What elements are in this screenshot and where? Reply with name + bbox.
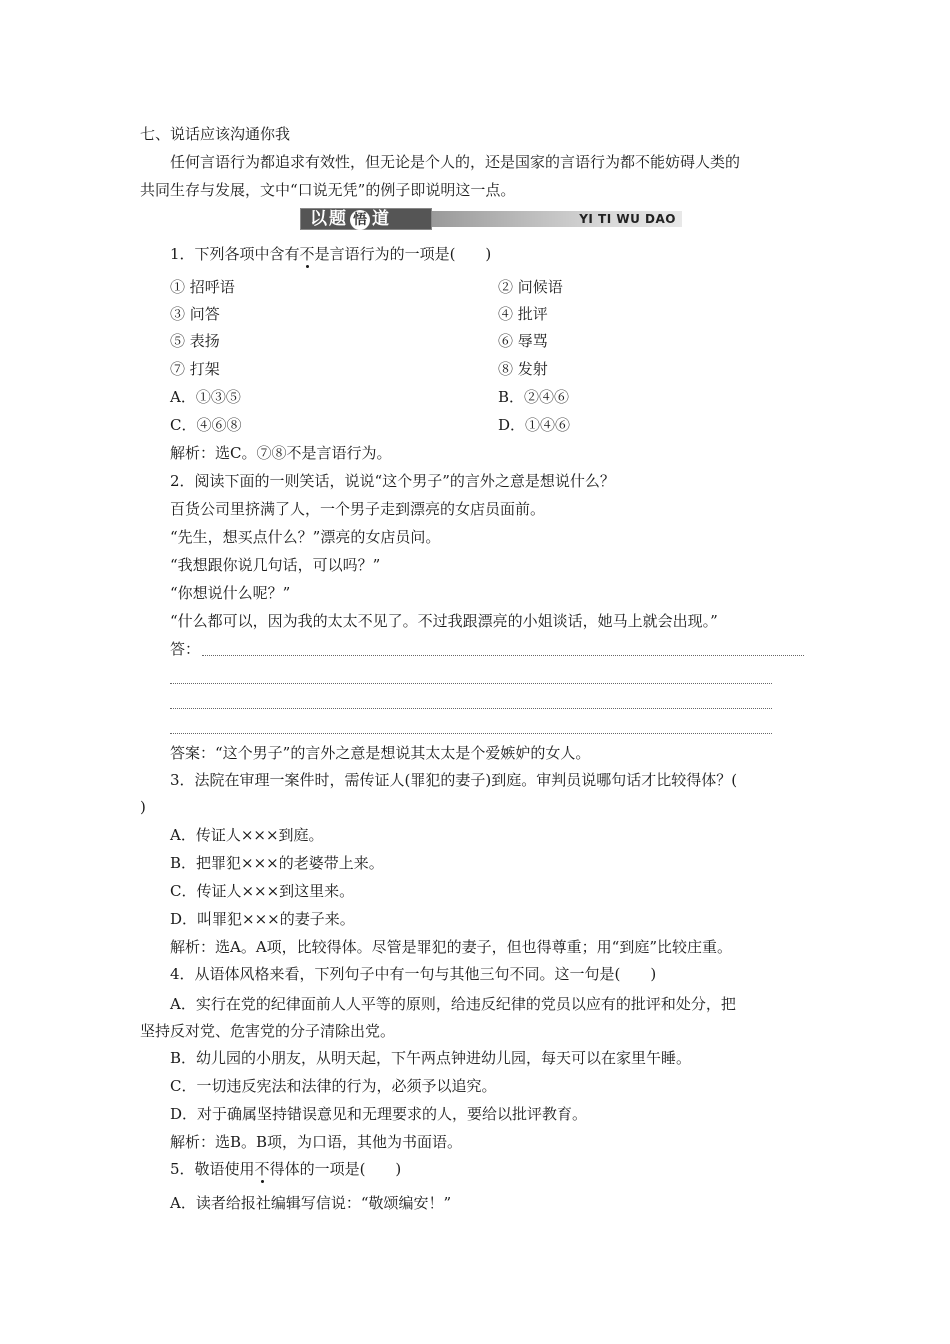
q4-option-b: B．幼儿园的小朋友，从明天起，下午两点钟进幼儿园，每天可以在家里午睡。 [170, 1049, 692, 1067]
q3-option-a: A．传证人×××到庭。 [170, 826, 324, 844]
q4-stem: 4．从语体风格来看，下列句子中有一句与其他三句不同。这一句是( ) [170, 965, 657, 983]
emphasis-dot-char: 不 [254, 1160, 270, 1178]
q2-passage-line: “先生，想买点什么？”漂亮的女店员问。 [170, 528, 441, 546]
q1-item: ⑧ 发射 [498, 360, 548, 378]
q3-option-d: D．叫罪犯×××的妻子来。 [170, 910, 355, 928]
q5-option-a: A．读者给报社编辑写信说：“敬颂编安！” [170, 1194, 452, 1212]
q1-option-a: A．①③⑤ [170, 388, 241, 406]
q1-item: ② 问候语 [498, 278, 563, 296]
q2-answer-label: 答： [170, 640, 201, 658]
q1-option-b: B．②④⑥ [498, 388, 570, 406]
emphasis-dot-char: 不 [299, 245, 315, 263]
q2-answer: 答案：“这个男子”的言外之意是想说其太太是个爱嫉妒的女人。 [170, 744, 591, 762]
answer-line[interactable] [170, 733, 772, 734]
section-paragraph-line-2: 共同生存与发展，文中“口说无凭”的例子即说明这一点。 [140, 181, 516, 199]
banner-subtitle: YI TI WU DAO [579, 212, 676, 226]
q1-stem: 1．下列各项中含有不是言语行为的一项是( ) [170, 245, 492, 263]
q1-item: ③ 问答 [170, 305, 220, 323]
q4-analysis: 解析：选B。B项，为口语，其他为书面语。 [170, 1133, 463, 1151]
section-banner [300, 208, 682, 230]
section-heading: 七、说话应该沟通你我 [140, 125, 291, 143]
q5-stem: 5．敬语使用不得体的一项是( ) [170, 1160, 402, 1178]
q3-analysis: 解析：选A。A项，比较得体。尽管是罪犯的妻子，但也得尊重；用“到庭”比较庄重。 [170, 938, 733, 956]
q3-option-b: B．把罪犯×××的老婆带上来。 [170, 854, 384, 872]
q4-option-a: A．实行在党的纪律面前人人平等的原则，给违反纪律的党员以应有的批评和处分，把 [170, 995, 736, 1013]
q3-option-c: C．传证人×××到这里来。 [170, 882, 355, 900]
q4-option-a-continued: 坚持反对党、危害党的分子清除出党。 [140, 1022, 396, 1040]
q4-option-d: D．对于确属坚持错误意见和无理要求的人，要给以批评教育。 [170, 1105, 588, 1123]
q2-passage-line: “什么都可以，因为我的太太不见了。不过我跟漂亮的小姐谈话，她马上就会出现。” [170, 612, 718, 630]
q1-option-c: C．④⑥⑧ [170, 416, 242, 434]
q3-stem-continued: ) [140, 798, 146, 816]
answer-line[interactable] [170, 708, 772, 709]
banner-title: 以题 悟 道 [310, 209, 391, 229]
q2-stem: 2．阅读下面的一则笑话，说说“这个男子”的言外之意是想说什么？ [170, 472, 615, 490]
q1-option-d: D．①④⑥ [498, 416, 571, 434]
q2-passage-line: 百货公司里挤满了人，一个男子走到漂亮的女店员面前。 [170, 500, 546, 518]
q2-passage-line: “我想跟你说几句话，可以吗？” [170, 556, 381, 574]
q1-item: ⑤ 表扬 [170, 332, 220, 350]
answer-line[interactable] [202, 655, 804, 656]
q1-item: ⑥ 辱骂 [498, 332, 548, 350]
q3-stem: 3．法院在审理一案件时，需传证人(罪犯的妻子)到庭。审判员说哪句话才比较得体？( [170, 771, 738, 789]
banner-circle-char: 悟 [350, 210, 370, 230]
answer-line[interactable] [170, 683, 772, 684]
section-paragraph-line-1: 任何言语行为都追求有效性，但无论是个人的，还是国家的言语行为都不能妨碍人类的 [170, 153, 741, 171]
q1-item: ④ 批评 [498, 305, 548, 323]
q1-item: ① 招呼语 [170, 278, 235, 296]
q1-analysis: 解析：选C。⑦⑧不是言语行为。 [170, 444, 392, 462]
q4-option-c: C．一切违反宪法和法律的行为，必须予以追究。 [170, 1077, 497, 1095]
q1-item: ⑦ 打架 [170, 360, 220, 378]
q2-passage-line: “你想说什么呢？” [170, 584, 291, 602]
